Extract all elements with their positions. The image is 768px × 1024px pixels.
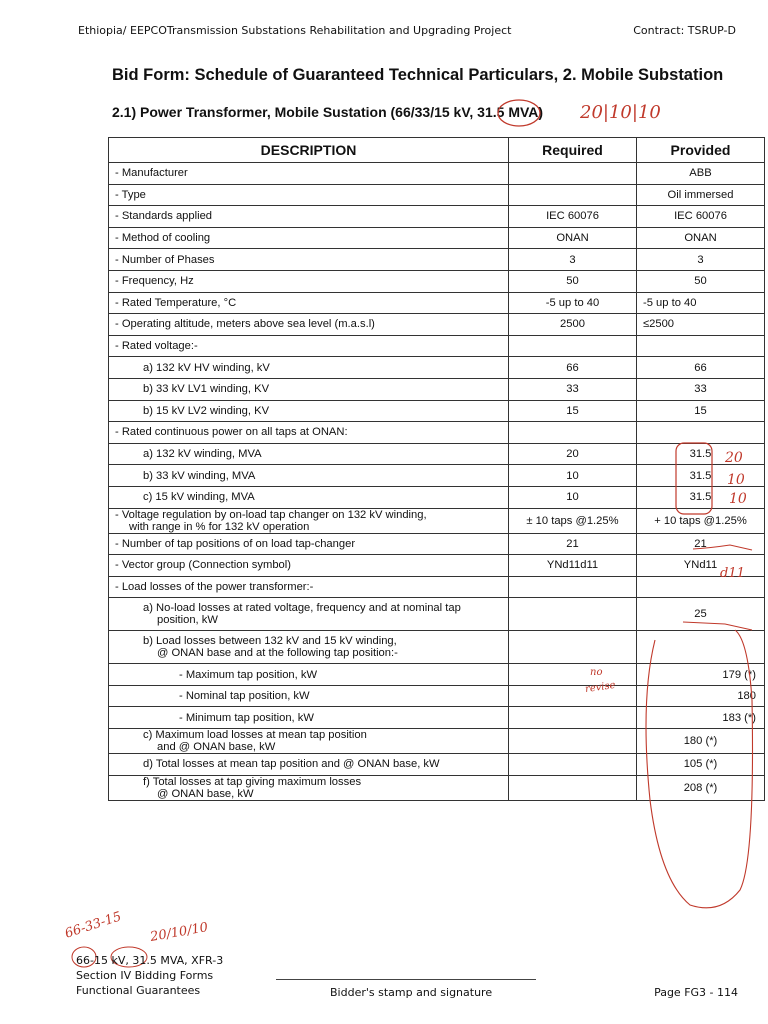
cell-provided: 66 [637,357,765,379]
cell-required: ± 10 taps @1.25% [509,508,637,533]
header-contract: Contract: TSRUP-D [633,24,736,37]
cell-description: - Method of cooling [109,227,509,249]
cell-required [509,729,637,754]
cell-required [509,335,637,357]
table-row [109,508,765,533]
cell-description [109,508,509,533]
cell-provided: IEC 60076 [637,206,765,228]
section-title: 2.1) Power Transformer, Mobile Sustation (66/33/15 kV, 31.5 MVA) [112,104,544,120]
cell-required [509,754,637,776]
handwritten-10a: 10 [727,472,745,488]
cell-description: - Number of Phases [109,249,509,271]
cell-description: - Load losses of the power transformer:- [109,576,509,598]
cell-provided: 31.5 [637,486,765,508]
cell-provided: 33 [637,378,765,400]
cell-description: - Operating altitude, meters above sea level (m.a.s.l) [109,314,509,336]
page-number: Page FG3 - 114 [654,986,738,999]
technical-particulars-table [108,137,765,801]
cell-description: - Minimum tap position, kW [109,707,509,729]
cell-required: 21 [509,533,637,555]
cell-description: - Maximum tap position, kW [109,664,509,686]
handwritten-date-bottom: 20/10/10 [149,920,210,945]
cell-description [109,598,509,631]
cell-description: - Frequency, Hz [109,270,509,292]
handwritten-revise: revise [584,679,617,696]
footer-line-2: Section IV Bidding Forms [76,969,214,982]
cell-required [509,184,637,206]
table-row [109,486,765,508]
description-line-2: with range in % for 132 kV operation [129,520,310,533]
table-row [109,249,765,271]
column-header-provided: Provided [637,138,765,163]
table-row [109,206,765,228]
footer-section [76,953,223,998]
cell-provided: 179 (*) [637,664,765,686]
handwritten-10b: 10 [729,491,747,507]
description-line-2: position, kW [157,614,218,627]
cell-required: 2500 [509,314,637,336]
cell-description: b) 33 kV LV1 winding, KV [109,378,509,400]
cell-provided: 21 [637,533,765,555]
table-row [109,163,765,185]
signature-line [276,979,536,980]
table-row [109,685,765,707]
stamp-label: Bidder's stamp and signature [330,986,493,999]
cell-required [509,422,637,444]
cell-required: -5 up to 40 [509,292,637,314]
table-row [109,729,765,754]
document-title: Bid Form: Schedule of Guaranteed Technical Particulars, 2. Mobile Substation [112,66,724,84]
table-row [109,707,765,729]
cell-provided: 31.5 [637,465,765,487]
table-row [109,664,765,686]
table-row [109,598,765,631]
cell-required [509,707,637,729]
table-row [109,314,765,336]
cell-provided: 25 [637,598,765,631]
cell-description: b) 15 kV LV2 winding, KV [109,400,509,422]
cell-required: ONAN [509,227,637,249]
cell-provided: 208 (*) [637,775,765,800]
cell-provided [637,631,765,664]
cell-description: a) 132 kV winding, MVA [109,443,509,465]
cell-description: - Rated continuous power on all taps at ONAN: [109,422,509,444]
cell-provided: 183 (*) [637,707,765,729]
table-row [109,631,765,664]
cell-required [509,598,637,631]
cell-provided: 105 (*) [637,754,765,776]
cell-required [509,576,637,598]
table-row [109,754,765,776]
table-header-row [109,138,765,163]
cell-description: b) 33 kV winding, MVA [109,465,509,487]
cell-required [509,775,637,800]
handwritten-20: 20 [725,450,743,466]
description-line-1: - Voltage regulation by on-load tap changer on 132 kV winding, [115,508,427,521]
column-header-description: DESCRIPTION [109,138,509,163]
cell-provided: YNd11 [637,555,765,577]
cell-required: IEC 60076 [509,206,637,228]
cell-required [509,631,637,664]
cell-description: - Rated voltage:- [109,335,509,357]
cell-required: 50 [509,270,637,292]
cell-provided: 50 [637,270,765,292]
description-line-2: @ ONAN base and at the following tap position:- [157,647,398,660]
handwritten-no: no [590,667,603,678]
cell-required: 33 [509,378,637,400]
cell-provided: 31.5 [637,443,765,465]
table-row [109,533,765,555]
cell-required: 10 [509,465,637,487]
handwritten-d11: d11 [720,566,745,581]
footer-line-1: 66-15 kV, 31.5 MVA, XFR-3 [76,954,224,967]
cell-description: a) 132 kV HV winding, kV [109,357,509,379]
cell-provided: Oil immersed [637,184,765,206]
cell-required: 20 [509,443,637,465]
cell-provided [637,576,765,598]
cell-description [109,631,509,664]
table-row [109,422,765,444]
description-line-1: f) Total losses at tap giving maximum losses [143,775,362,788]
table-row [109,357,765,379]
cell-provided: ABB [637,163,765,185]
table-row [109,227,765,249]
cell-required: 66 [509,357,637,379]
table-row [109,443,765,465]
description-line-1: a) No-load losses at rated voltage, frequency and at nominal tap [143,602,461,615]
table-row [109,555,765,577]
table-row [109,465,765,487]
cell-provided: ONAN [637,227,765,249]
cell-description: - Type [109,184,509,206]
cell-description [109,775,509,800]
cell-required: 3 [509,249,637,271]
cell-required: YNd11d11 [509,555,637,577]
cell-required: 15 [509,400,637,422]
cell-required [509,685,637,707]
cell-provided: ≤2500 [637,314,765,336]
cell-description: d) Total losses at mean tap position and @ ONAN base, kW [109,754,509,776]
cell-provided [637,335,765,357]
cell-required [509,664,637,686]
handwritten-voltages: 66-33-15 [63,909,124,942]
footer-line-3: Functional Guarantees [76,984,201,997]
description-line-1: c) Maximum load losses at mean tap position [143,729,367,742]
description-line-1: b) Load losses between 132 kV and 15 kV winding, [143,635,397,648]
handwritten-date-top: 20|10|10 [580,102,661,123]
cell-provided: 3 [637,249,765,271]
header-project: Ethiopia/ EEPCOTransmission Substations Rehabilitation and Upgrading Project [78,24,512,37]
description-line-2: and @ ONAN base, kW [157,741,276,754]
table-row [109,292,765,314]
column-header-required: Required [509,138,637,163]
cell-description [109,729,509,754]
cell-provided [637,422,765,444]
table-row [109,184,765,206]
cell-provided: + 10 taps @1.25% [637,508,765,533]
cell-description: - Number of tap positions of on load tap-changer [109,533,509,555]
table-row [109,335,765,357]
cell-description: - Rated Temperature, °C [109,292,509,314]
cell-provided: 180 (*) [637,729,765,754]
cell-provided: -5 up to 40 [637,292,765,314]
table-row [109,400,765,422]
cell-description: - Manufacturer [109,163,509,185]
table-row [109,270,765,292]
cell-description: c) 15 kV winding, MVA [109,486,509,508]
cell-description: - Vector group (Connection symbol) [109,555,509,577]
cell-description: - Standards applied [109,206,509,228]
description-line-2: @ ONAN base, kW [157,787,254,800]
cell-provided: 180 [637,685,765,707]
cell-provided: 15 [637,400,765,422]
table-row [109,576,765,598]
cell-description: - Nominal tap position, kW [109,685,509,707]
cell-required: 10 [509,486,637,508]
table-row [109,775,765,800]
table-row [109,378,765,400]
cell-required [509,163,637,185]
